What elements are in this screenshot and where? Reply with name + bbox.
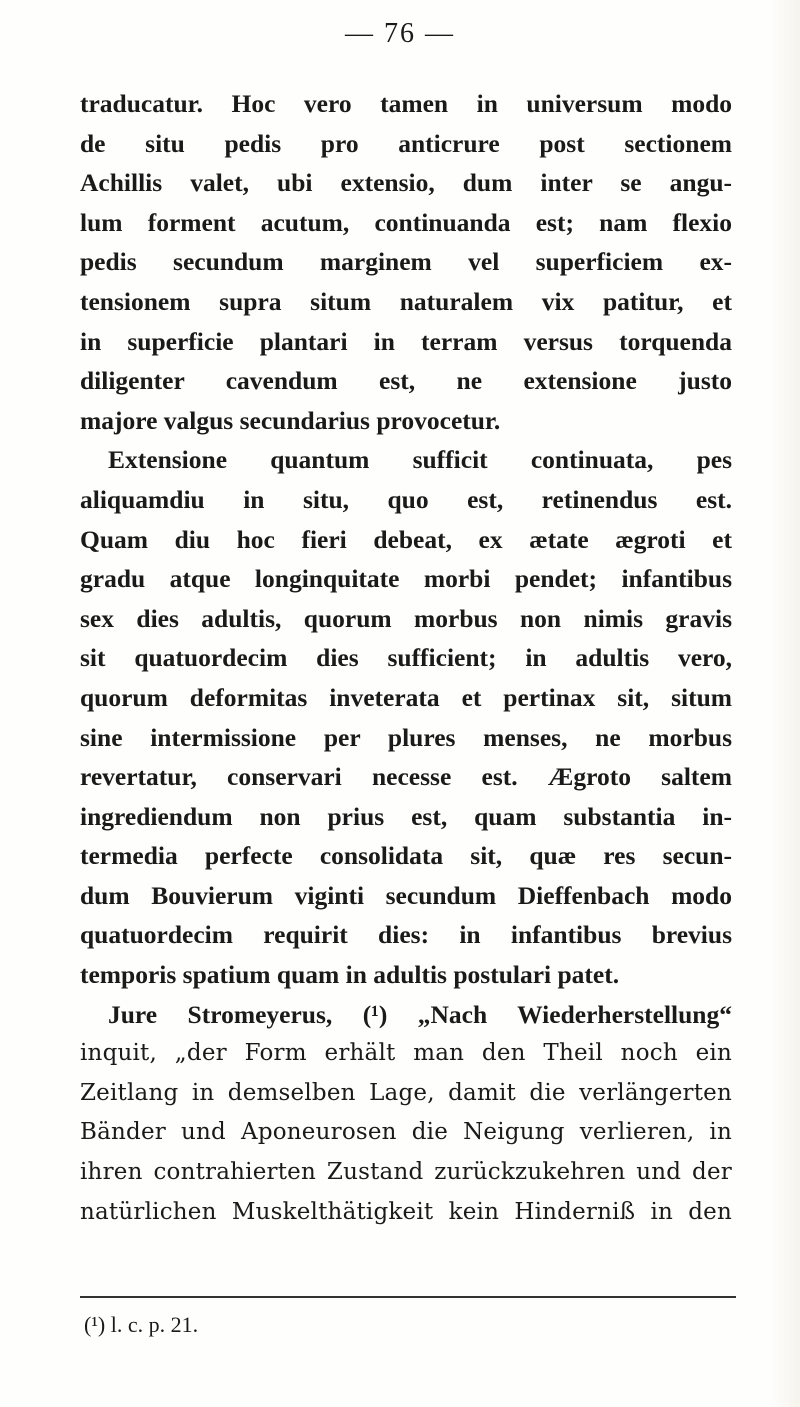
text-line: sex dies adultis, quorum morbus non nimis gravis <box>80 603 732 633</box>
text-line: sine intermissione per plures menses, ne morbus <box>80 722 732 752</box>
text-line: aliquamdiu in situ, quo est, retinendus est. <box>80 484 732 514</box>
text-line: diligenter cavendum est, ne extensione justo <box>80 366 732 396</box>
text-line: Quam diu hoc fieri debeat, ex ætate ægroti et <box>80 524 732 554</box>
text-line: temporis spatium quam in adultis postulari patet. <box>80 960 620 990</box>
text-line: sit quatuordecim dies sufficient; in adultis vero, <box>80 643 732 673</box>
text-line-german: Bänder und Aponeurosen die Neigung verlieren, in <box>80 1119 732 1146</box>
text-line: ingrediendum non prius est, quam substantia in- <box>80 801 732 831</box>
text-line: Achillis valet, ubi extensio, dum inter se angu- <box>80 168 732 198</box>
text-line: lum forment acutum, continuanda est; nam flexio <box>80 207 732 237</box>
footnote-divider <box>80 1296 736 1298</box>
text-line: gradu atque longinquitate morbi pendet; infantibus <box>80 564 732 594</box>
text-line-german: Zeitlang in demselben Lage, damit die verlängerten <box>80 1079 732 1106</box>
body-text <box>80 84 732 1232</box>
text-line: in superficie plantari in terram versus torquenda <box>80 326 732 356</box>
text-line: dum Bouvierum viginti secundum Dieffenbach modo <box>80 880 732 910</box>
text-line-german: natürlichen Muskelthätigkeit kein Hinderniß in den <box>80 1198 732 1225</box>
text-line: Extensione quantum sufficit continuata, pes <box>108 445 732 475</box>
text-line: revertatur, conservari necesse est. Ægroto saltem <box>80 762 732 792</box>
text-line: tensionem supra situm naturalem vix patitur, et <box>80 286 732 316</box>
text-line: traducatur. Hoc vero tamen in universum modo <box>80 89 732 118</box>
footnote: (¹) l. c. p. 21. <box>84 1312 199 1337</box>
text-line: quatuordecim requirit dies: in infantibus brevius <box>80 920 732 950</box>
text-line: de situ pedis pro anticrure post sectionem <box>80 128 732 158</box>
page-edge-shading <box>770 0 800 1407</box>
text-line-german: inquit, „der Form erhält man den Theil noch ein <box>80 1040 732 1067</box>
text-line: Jure Stromeyerus, (¹) „Nach Wiederherstellung“ <box>108 999 732 1029</box>
page-number-header: — 76 — <box>345 18 455 49</box>
text-line: pedis secundum marginem vel superficiem ex- <box>80 247 732 277</box>
text-line-german: ihren contrahierten Zustand zurückzukehren und der <box>80 1159 732 1186</box>
text-line: termedia perfecte consolidata sit, quæ res secun- <box>80 841 732 871</box>
text-line: majore valgus secundarius provocetur. <box>80 405 501 435</box>
text-line: quorum deformitas inveterata et pertinax sit, situm <box>80 682 732 712</box>
